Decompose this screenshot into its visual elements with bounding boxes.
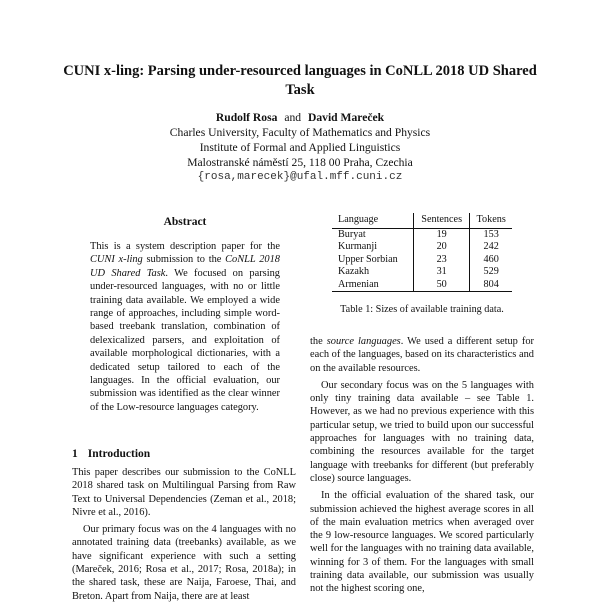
cell-language: Kurmanji	[332, 241, 414, 254]
paper-title: CUNI x-ling: Parsing under-resourced languages in CoNLL 2018 UD Shared Task	[63, 63, 537, 98]
table-caption: Table 1: Sizes of available training data.	[340, 304, 504, 315]
cell-language: Upper Sorbian	[332, 254, 414, 267]
cell-language: Kazakh	[332, 266, 414, 279]
affiliation-university: Charles University, Faculty of Mathematics and Physics	[169, 126, 431, 139]
col-header-language: Language	[332, 213, 414, 228]
col-header-sentences: Sentences	[414, 213, 470, 228]
cell-sentences: 19	[414, 228, 470, 241]
intro-paragraph-1: This paper describes our submission to the CoNLL 2018 shared task on Multilingual Parsing from Raw Text to Universal Dependencies (Zeman et al., 2018; Nivre et al., 2016).	[72, 467, 296, 518]
intro-paragraph-2: Our primary focus was on the 4 languages with no annotated training data (treebanks) available, as we have significant experience with such a setting (Mareček, 2016; Rosa et al., 2017; Rosa, 2018a); in the shared task, these are Naija, Faroese, Thai, and Breton. Apart from Naija, there are at least	[72, 524, 296, 602]
cell-language: Buryat	[332, 228, 414, 241]
cell-tokens: 242	[483, 241, 499, 253]
right-column-body	[310, 335, 534, 600]
right-paragraph-1: the source languages. We used a different setup for each of the languages, based on its characteristics and on the available resources.	[310, 336, 534, 374]
right-paragraph-2: Our secondary focus was on the 5 languages with only tiny training data available – see Table 1. However, as we had no previous experience with this particular setup, we tried to build upon our successful approaches for languages with no training data, combining the resources available for the target language with treebanks for different (but preferably close) source languages.	[310, 379, 534, 484]
table-row	[332, 228, 512, 241]
affiliation-institute: Institute of Formal and Applied Linguistics	[199, 141, 401, 154]
table-header-row	[332, 213, 512, 228]
cell-tokens: 153	[483, 228, 499, 240]
author-conjunction: and	[284, 111, 302, 124]
cell-sentences: 23	[414, 254, 470, 267]
system-name: CUNI x-ling	[90, 254, 143, 266]
cell-tokens: 529	[483, 266, 499, 278]
cell-tokens: 460	[483, 253, 499, 265]
section-title: Introduction	[87, 448, 151, 460]
cell-tokens: 804	[470, 279, 512, 292]
author-block	[60, 110, 540, 185]
training-data-table	[332, 213, 512, 292]
col-header-tokens: Tokens	[470, 213, 512, 228]
affiliation-address: Malostranské náměstí 25, 118 00 Praha, Czechia	[187, 156, 413, 169]
introduction-body	[72, 466, 296, 607]
author-rosa: Rudolf Rosa	[215, 111, 278, 124]
source-languages-term: source languages	[326, 336, 401, 347]
author-email: {rosa,marecek}@ufal.mff.cuni.cz	[197, 171, 403, 183]
table-row	[332, 279, 512, 292]
abstract-heading: Abstract	[163, 216, 207, 228]
cell-sentences: 20	[414, 241, 470, 254]
section-number: 1	[72, 448, 78, 460]
shared-task-name: CoNLL 2018 UD Shared Task	[90, 254, 280, 279]
section-heading-introduction	[72, 448, 150, 460]
author-marecek: David Mareček	[307, 111, 385, 124]
table-row	[332, 266, 512, 279]
author-names	[60, 110, 540, 125]
table-row	[332, 254, 512, 267]
abstract-text: This is a system description paper for the CUNI x-ling submission to the CoNLL 2018 UD Shared Task. We focused on parsing under-resourced languages, with no or little training data available. We employed a wide range of approaches, including simple word-based treebank translation, combination of delexicalized parsers, and exploitation of available morphological dictionaries, with a dedicated setup tailored to each of the languages. In the official evaluation, our submission was identified as the clear winner of the Low-resource languages category.	[90, 241, 280, 413]
cell-sentences: 31	[414, 266, 470, 279]
right-paragraph-3: In the official evaluation of the shared task, our submission achieved the highest average scores in all of the main evaluation metrics when averaged over the 9 low-resource languages. We scored particularly well for the languages with no training data available, winning for 3 of them. For the languages with small training data available, our submission was usually not the highest scoring one,	[310, 490, 534, 595]
table-row	[332, 241, 512, 254]
cell-sentences: 50	[414, 279, 470, 292]
cell-language: Armenian	[332, 279, 414, 292]
